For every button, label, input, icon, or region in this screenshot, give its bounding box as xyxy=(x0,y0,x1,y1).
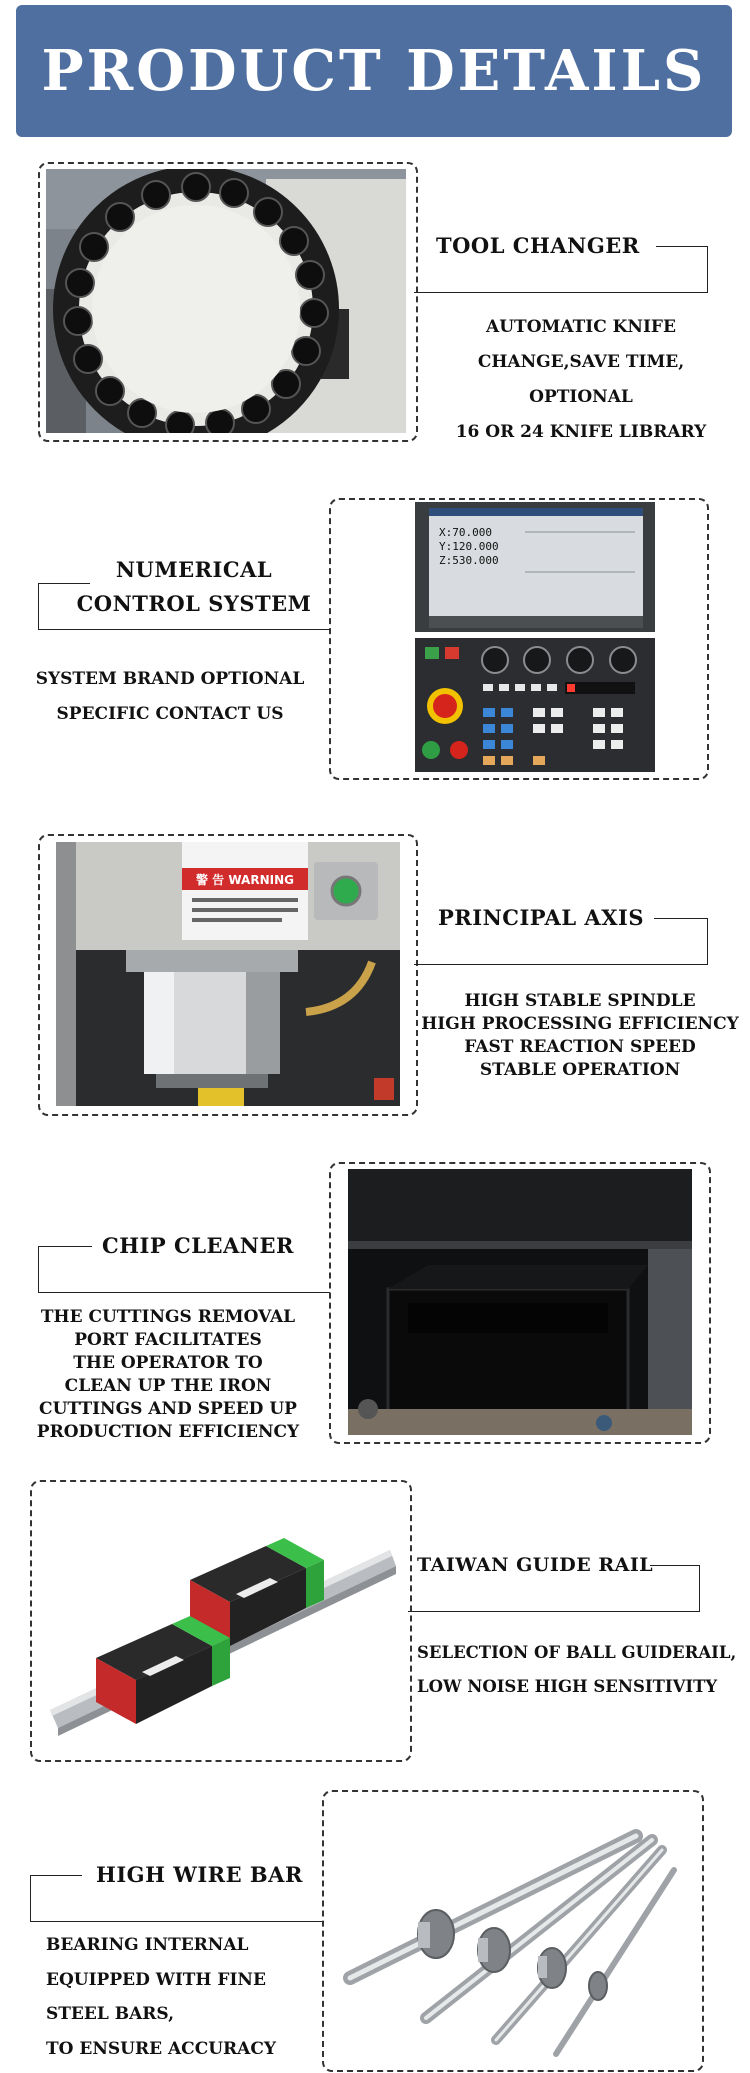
connector-line xyxy=(38,1246,39,1293)
connector-line xyxy=(650,1565,700,1566)
chip-cleaner-photo xyxy=(348,1169,692,1435)
connector-line xyxy=(656,246,708,247)
section-title: HIGH WIRE BAR xyxy=(96,1862,303,1887)
connector-line xyxy=(707,246,708,293)
control-panel-photo xyxy=(415,502,655,772)
warning-label: 警 告 WARNING xyxy=(196,873,294,887)
section-title: CHIP CLEANER xyxy=(102,1233,294,1258)
page-header xyxy=(16,5,732,137)
section-description: BEARING INTERNAL EQUIPPED WITH FINE STEEL BARS, TO ENSURE ACCURACY xyxy=(46,1935,277,2059)
connector-line xyxy=(408,1611,700,1612)
section-description: SELECTION OF BALL GUIDERAIL, LOW NOISE HIGH SENSITIVITY xyxy=(417,1643,737,1696)
connector-line xyxy=(38,583,39,630)
section-description: HIGH STABLE SPINDLE HIGH PROCESSING EFFICIENCY FAST REACTION SPEED STABLE OPERATION xyxy=(421,991,739,1080)
tool-changer-image-frame xyxy=(38,162,418,442)
section-description: SYSTEM BRAND OPTIONAL SPECIFIC CONTACT US xyxy=(35,669,305,724)
connector-line xyxy=(38,1292,330,1293)
connector-line xyxy=(699,1565,700,1612)
connector-line xyxy=(38,629,330,630)
section-title: TAIWAN GUIDE RAIL xyxy=(417,1554,654,1576)
principal-axis-image-frame xyxy=(38,834,418,1116)
screen-readout-x: X:70.000 xyxy=(439,526,492,539)
screen-readout-z: Z:530.000 xyxy=(439,554,499,567)
connector-line xyxy=(30,1875,82,1876)
control-system-image-frame xyxy=(329,498,709,780)
connector-line xyxy=(38,1246,92,1247)
spindle-photo xyxy=(56,842,400,1106)
connector-line xyxy=(654,918,708,919)
page-title: PRODUCT DETAILS xyxy=(41,38,707,104)
connector-line xyxy=(414,964,708,965)
section-title: NUMERICAL CONTROL SYSTEM xyxy=(76,557,312,616)
guide-rail-image-frame xyxy=(30,1480,412,1762)
section-description: AUTOMATIC KNIFE CHANGE,SAVE TIME, OPTIONAL 16 OR 24 KNIFE LIBRARY xyxy=(455,317,707,442)
ball-screw-photo xyxy=(336,1800,686,2060)
connector-line xyxy=(707,918,708,965)
guide-rail-photo xyxy=(40,1490,402,1750)
connector-line xyxy=(30,1875,31,1922)
screen-readout-y: Y:120.000 xyxy=(439,540,499,553)
wire-bar-image-frame xyxy=(322,1790,704,2072)
section-title: TOOL CHANGER xyxy=(436,233,640,258)
tool-changer-photo xyxy=(46,169,406,433)
chip-cleaner-image-frame xyxy=(329,1162,711,1444)
connector-line xyxy=(414,292,708,293)
connector-line xyxy=(30,1921,322,1922)
section-title: PRINCIPAL AXIS xyxy=(438,905,645,930)
section-description: THE CUTTINGS REMOVAL PORT FACILITATES THE OPERATOR TO CLEAN UP THE IRON CUTTINGS AND SPEED UP PRODUCTION EFFICIENCY xyxy=(36,1307,300,1442)
